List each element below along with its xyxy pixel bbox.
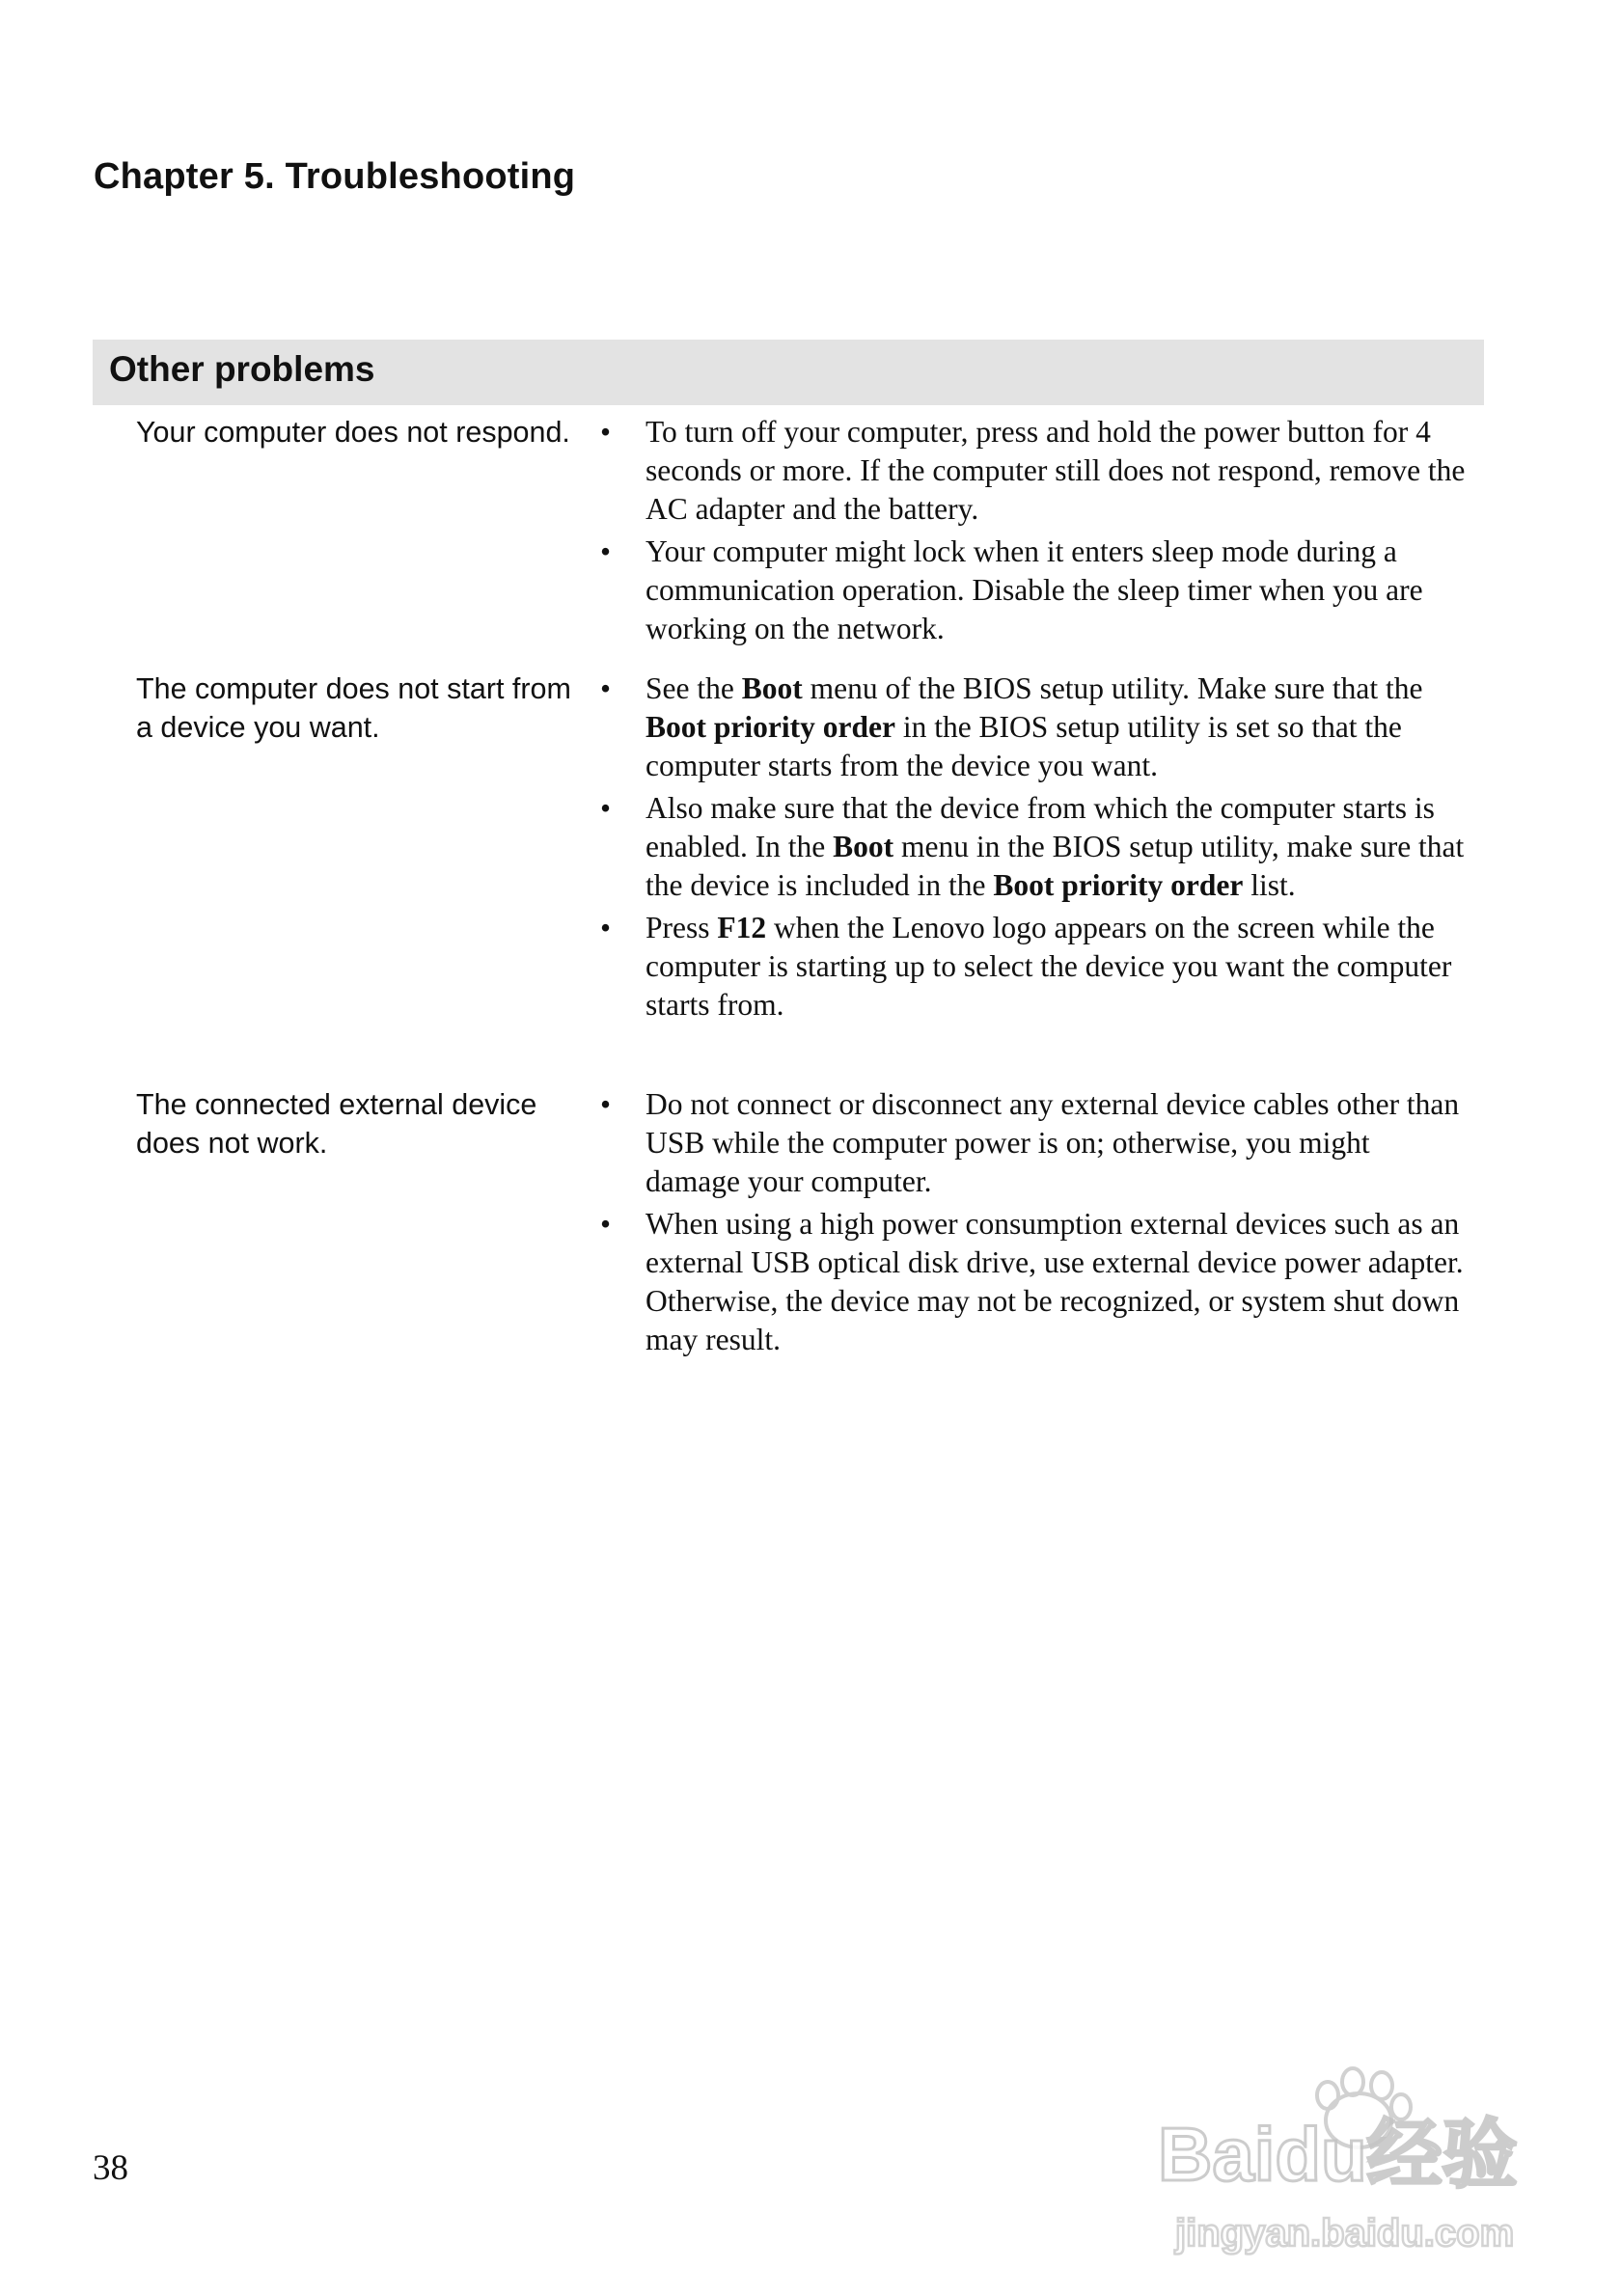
solution-text: See the <box>646 671 742 705</box>
solution-text: When using a high power consumption external devices such as an external USB optical disk drive, use external device power adapter. Otherwise, the device may not be recognized, or system shut down may result. <box>646 1207 1464 1356</box>
section-header <box>93 340 1484 405</box>
solution-text: Your computer might lock when it enters sleep mode during a communication operation. Disable the sleep timer when you are working on the network. <box>646 534 1423 645</box>
bullet-icon: • <box>600 911 612 944</box>
bold-term: Boot <box>833 830 894 863</box>
bold-term: Boot priority order <box>993 868 1244 902</box>
solution-text: Do not connect or disconnect any external device cables other than USB while the computer power is on; otherwise, you might damage your computer. <box>646 1087 1460 1198</box>
solution-item <box>600 1205 1469 1359</box>
solution-text: Also make sure that the device from which the computer starts is enabled. In the <box>646 791 1435 863</box>
bullet-icon: • <box>600 791 612 825</box>
solution-text: menu of the BIOS setup utility. Make sure that the <box>802 671 1423 705</box>
solution-text: list. <box>1243 868 1296 902</box>
solution-list <box>600 413 1469 652</box>
bold-term: F12 <box>717 911 767 944</box>
section-title: Other problems <box>109 349 375 389</box>
solution-item <box>600 670 1469 785</box>
chapter-title: Chapter 5. Troubleshooting <box>94 156 576 197</box>
solution-item <box>600 789 1469 905</box>
solution-item <box>600 533 1469 648</box>
bold-term: Boot <box>741 671 803 705</box>
solution-item <box>600 413 1469 529</box>
page-number: 38 <box>93 2148 128 2188</box>
solution-item <box>600 909 1469 1025</box>
bullet-icon: • <box>600 534 612 568</box>
solution-text: when the Lenovo logo appears on the screen while the computer is starting up to select the device you want the computer starts from. <box>646 911 1452 1022</box>
solution-text: menu in the BIOS setup utility, make sure that the device is included in the <box>646 830 1465 902</box>
bullet-icon: • <box>600 671 612 705</box>
problem-label: The connected external device does not work. <box>136 1088 537 1160</box>
watermark-url: jingyan.baidu.com <box>1175 2212 1515 2255</box>
bullet-icon: • <box>600 1207 612 1241</box>
bullet-icon: • <box>600 415 612 449</box>
solution-text: in the BIOS setup utility is set so that the computer starts from the device you want. <box>646 710 1402 782</box>
solution-text: To turn off your computer, press and hold the power button for 4 seconds or more. If the computer still does not respond, remove the AC adapter and the battery. <box>646 415 1466 526</box>
bold-term: Boot priority order <box>646 710 895 744</box>
solution-item <box>600 1085 1469 1201</box>
solution-text: Press <box>646 911 718 944</box>
baidu-jingyan-watermark <box>1148 2064 1553 2267</box>
solution-list <box>600 1085 1469 1363</box>
bullet-icon: • <box>600 1087 612 1121</box>
watermark-brand: Baidu经验 <box>1158 2112 1518 2197</box>
problem-label: Your computer does not respond. <box>136 416 570 449</box>
solution-list <box>600 670 1469 1028</box>
problem-label: The computer does not start from a device you want. <box>136 672 571 744</box>
